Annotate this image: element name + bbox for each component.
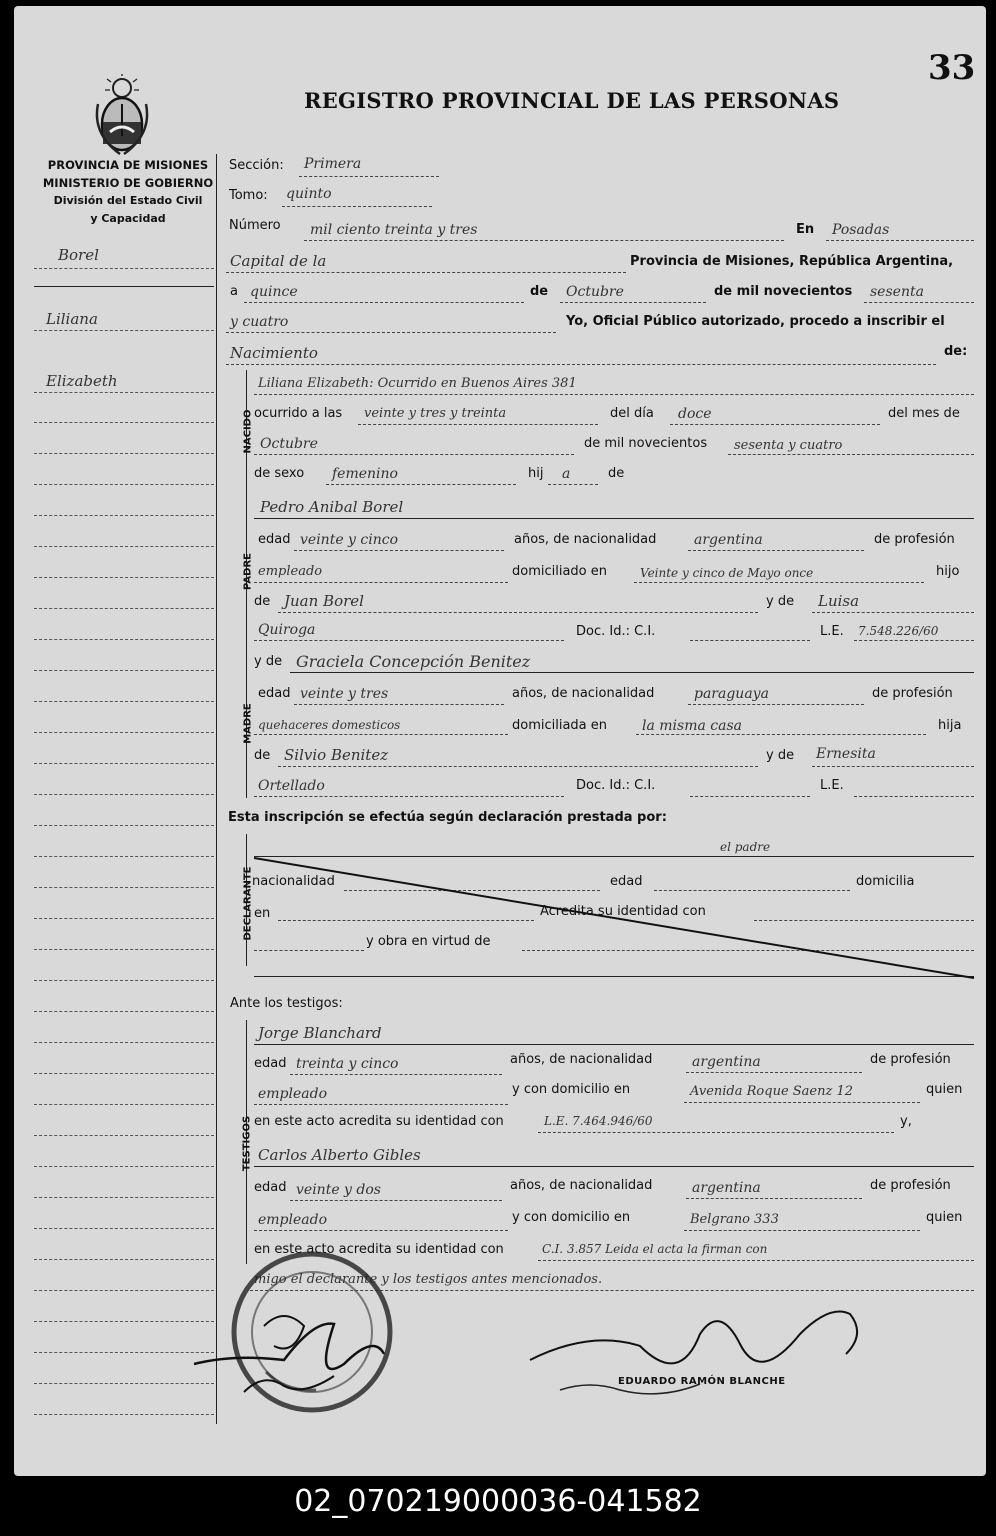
capital-value: Capital de la <box>230 252 327 270</box>
testigos-section-label: TESTIGOS <box>241 1115 253 1172</box>
padre-de-label: de <box>254 594 271 609</box>
madre-madre-value-2: Ortellado <box>258 778 325 794</box>
madre-edad-value: veinte y tres <box>300 686 389 702</box>
image-id-label: 02_070219000036-041582 <box>294 1484 702 1519</box>
oficial-text: Yo, Oficial Público autorizado, procedo a inscribir el <box>566 314 945 329</box>
witness-signature <box>520 1300 880 1420</box>
padre-prof-label: de profesión <box>874 532 955 547</box>
seccion-label: Sección: <box>229 158 284 173</box>
padre-nac-value: argentina <box>694 532 763 548</box>
testigo2-quien-label: quien <box>926 1210 963 1225</box>
testigos-intro: Ante los testigos: <box>230 996 343 1011</box>
declaracion-text: Esta inscripción se efectúa según declaración prestada por: <box>228 810 667 825</box>
declarante-nac-label: nacionalidad <box>252 874 335 889</box>
nacido-de-label: de <box>608 466 625 481</box>
margin-ruled-line <box>34 1135 214 1136</box>
numero-label: Número <box>229 218 281 233</box>
margin-ruled-line <box>34 732 214 733</box>
madre-nombre: Graciela Concepción Benitez <box>296 652 531 671</box>
testigo2-acredita-label: en este acto acredita su identidad con <box>254 1242 504 1257</box>
testigo1-prof-label: de profesión <box>870 1052 951 1067</box>
margin-ruled-line <box>34 1042 214 1043</box>
margin-ruled-line <box>34 794 214 795</box>
madre-dom-value: la misma casa <box>642 718 743 734</box>
testigo1-doc: L.E. 7.464.946/60 <box>544 1114 653 1128</box>
sexo-label: de sexo <box>254 466 305 481</box>
testigo2-prof-label: de profesión <box>870 1178 951 1193</box>
mes-value: Octubre <box>566 284 624 300</box>
madre-yde-label: y de <box>254 654 283 669</box>
padre-dom-value: Veinte y cinco de Mayo once <box>640 566 814 580</box>
declarante-dom-label: domicilia <box>856 874 915 889</box>
margin-ruled-line <box>34 949 214 950</box>
padre-yde-label: y de <box>766 594 795 609</box>
declarante-section-label: DECLARANTE <box>242 866 254 941</box>
madre-hija-label: hija <box>938 718 962 733</box>
padre-madre-value-2: Quiroga <box>258 622 316 638</box>
hora-value: veinte y tres y treinta <box>364 406 507 421</box>
testigo2-edad-label: edad <box>254 1180 287 1195</box>
de-label: de <box>530 284 549 299</box>
margin-ruled-line <box>34 1228 214 1229</box>
office-ministry: MINISTERIO DE GOBIERNO <box>42 176 214 190</box>
madre-yde2-label: y de <box>766 748 795 763</box>
hij-value: a <box>562 466 571 482</box>
office-province: PROVINCIA DE MISIONES <box>47 158 209 172</box>
margin-first-name: Liliana <box>46 310 98 328</box>
margin-ruled-line <box>34 763 214 764</box>
padre-nombre: Pedro Anibal Borel <box>260 498 404 516</box>
margin-ruled-line <box>34 980 214 981</box>
padre-le-label: L.E. <box>820 624 844 639</box>
official-signature <box>184 1296 404 1406</box>
testigo2-nac: argentina <box>692 1180 761 1196</box>
padre-hijo-label: hijo <box>936 564 960 579</box>
margin-ruled-line <box>34 1259 214 1260</box>
testigo2-nombre: Carlos Alberto Gibles <box>258 1146 421 1164</box>
madre-doc-label: Doc. Id.: C.I. <box>576 778 656 793</box>
seccion-value: Primera <box>304 156 362 172</box>
testigo2-prof: empleado <box>258 1212 328 1228</box>
margin-ruled-line <box>34 825 214 826</box>
numero-value: mil ciento treinta y tres <box>310 222 478 238</box>
footer-bar <box>0 1476 996 1536</box>
certificate-page <box>14 6 986 1476</box>
declarante-edad-label: edad <box>610 874 643 889</box>
margin-ruled-line <box>34 1011 214 1012</box>
margin-ruled-line <box>34 1290 214 1291</box>
declarante-obra-label: y obra en virtud de <box>366 934 491 949</box>
margin-ruled-line <box>34 1073 214 1074</box>
margin-ruled-line <box>34 453 214 454</box>
anio-value: sesenta <box>870 284 924 300</box>
coat-of-arms-emblem <box>92 74 152 158</box>
margin-ruled-line <box>34 856 214 857</box>
padre-prof-value: empleado <box>258 564 323 579</box>
testigo2-edad: veinte y dos <box>296 1182 381 1198</box>
padre-nac-label: años, de nacionalidad <box>514 532 657 547</box>
nacido-mes-value: Octubre <box>260 436 318 452</box>
nacido-dia-value: doce <box>678 406 712 422</box>
delmes-label: del mes de <box>888 406 960 421</box>
madre-le-label: L.E. <box>820 778 844 793</box>
provincia-text: Provincia de Misiones, República Argentina, <box>630 254 954 269</box>
margin-ruled-line <box>34 1166 214 1167</box>
testigo1-nombre: Jorge Blanchard <box>258 1024 382 1042</box>
padre-dom-label: domiciliado en <box>512 564 608 579</box>
padre-padre-value: Juan Borel <box>284 592 364 610</box>
testigo1-edad: treinta y cinco <box>296 1056 399 1072</box>
milnov-label: de mil novecientos <box>714 284 853 299</box>
madre-nac-label: años, de nacionalidad <box>512 686 655 701</box>
padre-doc-label: Doc. Id.: C.I. <box>576 624 656 639</box>
margin-ruled-line <box>34 918 214 919</box>
testigo1-nac: argentina <box>692 1054 761 1070</box>
margin-ruled-line <box>34 608 214 609</box>
signature-stamp: EDUARDO RAMÓN BLANCHE <box>618 1376 786 1387</box>
declarante-acredita-label: Acredita su identidad con <box>540 904 706 919</box>
hij-label: hij <box>528 466 544 481</box>
office-capacity: y Capacidad <box>90 212 166 225</box>
nacido-anio-value: sesenta y cuatro <box>734 438 843 453</box>
margin-surname: Borel <box>58 246 99 264</box>
nacido-section-label: NACIDO <box>242 409 254 454</box>
testigo1-dom: Avenida Roque Saenz 12 <box>690 1084 854 1099</box>
deldia-label: del día <box>610 406 654 421</box>
madre-padre-value: Silvio Benitez <box>284 746 389 764</box>
testigo2-doc: C.I. 3.857 Leida el acta la firman con <box>542 1242 768 1256</box>
de-colon: de: <box>944 344 968 359</box>
madre-prof-value: quehaceres domesticos <box>258 718 401 732</box>
ocurrido-label: ocurrido a las <box>254 406 343 421</box>
testigo2-dom: Belgrano 333 <box>690 1212 779 1227</box>
madre-madre-value: Ernesita <box>816 746 876 762</box>
acto-value: Nacimiento <box>230 344 318 362</box>
madre-edad-label: edad <box>258 686 291 701</box>
page-number: 33 <box>928 48 976 88</box>
en-label: En <box>796 222 815 237</box>
margin-ruled-line <box>34 484 214 485</box>
testigo1-acredita-label: en este acto acredita su identidad con <box>254 1114 504 1129</box>
margin-ruled-line <box>34 1414 214 1415</box>
madre-prof-label: de profesión <box>872 686 953 701</box>
declarante-en-label: en <box>254 906 271 921</box>
margin-ruled-line <box>34 670 214 671</box>
anio-value-2: y cuatro <box>230 314 289 330</box>
margin-ruled-line <box>34 422 214 423</box>
padre-edad-value: veinte y cinco <box>300 532 399 548</box>
margin-middle-name: Elizabeth <box>46 372 118 390</box>
nacido-nombre: Liliana Elizabeth: Ocurrido en Buenos Aires 381 <box>258 376 577 391</box>
testigo1-edad-label: edad <box>254 1056 287 1071</box>
nacido-milnov-label: de mil novecientos <box>584 436 708 451</box>
testigo2-dom-label: y con domicilio en <box>512 1210 631 1225</box>
padre-section-label: PADRE <box>242 553 254 590</box>
margin-ruled-line <box>34 701 214 702</box>
margin-ruled-line <box>34 546 214 547</box>
declarante-value: el padre <box>720 840 771 854</box>
testigo1-prof: empleado <box>258 1086 328 1102</box>
madre-de-label: de <box>254 748 271 763</box>
testigo1-nac-label: años, de nacionalidad <box>510 1052 653 1067</box>
padre-edad-label: edad <box>258 532 291 547</box>
office-block <box>30 156 226 228</box>
dia-value: quince <box>250 284 298 300</box>
tomo-label: Tomo: <box>229 188 268 203</box>
testigo1-dom-label: y con domicilio en <box>512 1082 631 1097</box>
margin-ruled-line <box>34 1197 214 1198</box>
margin-ruled-line <box>34 639 214 640</box>
margin-ruled-line <box>34 515 214 516</box>
office-division: División del Estado Civil <box>53 194 203 207</box>
madre-nac-value: paraguaya <box>694 686 769 702</box>
testigo1-y-label: y, <box>900 1114 912 1129</box>
madre-section-label: MADRE <box>242 703 254 744</box>
margin-ruled-line <box>34 887 214 888</box>
declarante-strike-line <box>254 856 976 980</box>
tomo-value: quinto <box>286 186 332 202</box>
margin-ruled-line <box>34 1104 214 1105</box>
padre-le-value: 7.548.226/60 <box>858 624 939 638</box>
sexo-value: femenino <box>332 466 398 482</box>
padre-madre-value: Luisa <box>818 592 860 610</box>
a-label: a <box>230 284 238 299</box>
testigo2-nac-label: años, de nacionalidad <box>510 1178 653 1193</box>
en-value: Posadas <box>832 222 890 238</box>
document-title: REGISTRO PROVINCIAL DE LAS PERSONAS <box>304 88 840 113</box>
testigo1-quien-label: quien <box>926 1082 963 1097</box>
closing-text: migo el declarante y los testigos antes mencionados. <box>254 1272 603 1287</box>
madre-dom-label: domiciliada en <box>512 718 608 733</box>
margin-ruled-line <box>34 577 214 578</box>
